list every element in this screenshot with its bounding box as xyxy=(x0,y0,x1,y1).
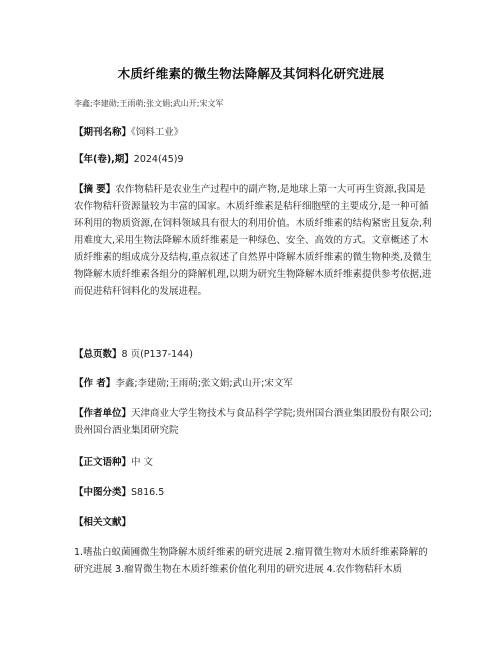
field-value: 8 页(P137-144) xyxy=(121,349,193,360)
field-label: 【中图分类】 xyxy=(74,487,132,498)
field-label: 【正文语种】 xyxy=(74,457,132,468)
field-affiliation xyxy=(74,405,434,439)
field-value: 中 文 xyxy=(131,457,154,468)
field-journal xyxy=(74,124,434,141)
field-value: 《饲料工业》 xyxy=(131,127,184,138)
field-label: 【期刊名称】 xyxy=(74,127,132,138)
document-title: 木质纤维素的微生物法降解及其饲料化研究进展 xyxy=(117,66,385,81)
abstract-text: 农作物秸秆是农业生产过程中的副产物,是地球上第一大可再生资源,我国是农作物秸秆资源量较为丰富的国家。木质纤维素是秸秆细胞壁的主要成分,是一种可循环利用的物质资源,在饲料领域具有很大的利用价值。木质纤维素的结构紧密且复杂,利用难度大,采用生物法降解木质纤维素是一种绿色、安全、高效的方式。文章概述了木质纤维素的组成成分及结构,重点叙述了自然界中降解木质纤维素的微生物种类,及微生物降解木质纤维素各组分的降解机理,以期为研究生物降解木质纤维素提供参考依据,进而促进秸秆饲料化的发展进程。 xyxy=(74,184,432,297)
field-label: 【总页数】 xyxy=(74,349,122,360)
field-label: 【年(卷),期】 xyxy=(74,154,134,165)
field-value: 李鑫;李建勋;王雨萌;张文娟;武山开;宋文军 xyxy=(115,378,293,389)
field-pages xyxy=(74,346,434,363)
field-label: 【摘 要】 xyxy=(74,184,116,195)
field-authors xyxy=(74,375,434,392)
related-literature-list: 1.嗜盐白蚁菌圃微生物降解木质纤维素的研究进展 2.瘤胃微生物对木质纤维素降解的研究进展 3.瘤胃微生物在木质纤维素价值化利用的研究进展 4.农作物秸秆木质 xyxy=(74,547,428,575)
field-abstract xyxy=(74,181,434,300)
field-related-heading xyxy=(74,514,434,531)
field-value: 2024(45)9 xyxy=(133,154,184,165)
field-language xyxy=(74,454,434,471)
field-label: 【相关文献】 xyxy=(74,517,132,528)
field-value: 天津商业大学生物技术与食品科学学院;贵州国台酒业集团股份有限公司;贵州国台酒业集团研究院 xyxy=(74,408,432,436)
field-label: 【作者单位】 xyxy=(74,408,132,419)
field-label: 【作 者】 xyxy=(74,378,116,389)
author-list: 李鑫;李建勋;王雨萌;张文娟;武山开;宋文军 xyxy=(74,99,224,108)
field-year-issue xyxy=(74,151,434,168)
field-classification xyxy=(74,484,434,501)
field-value: S816.5 xyxy=(131,487,165,498)
